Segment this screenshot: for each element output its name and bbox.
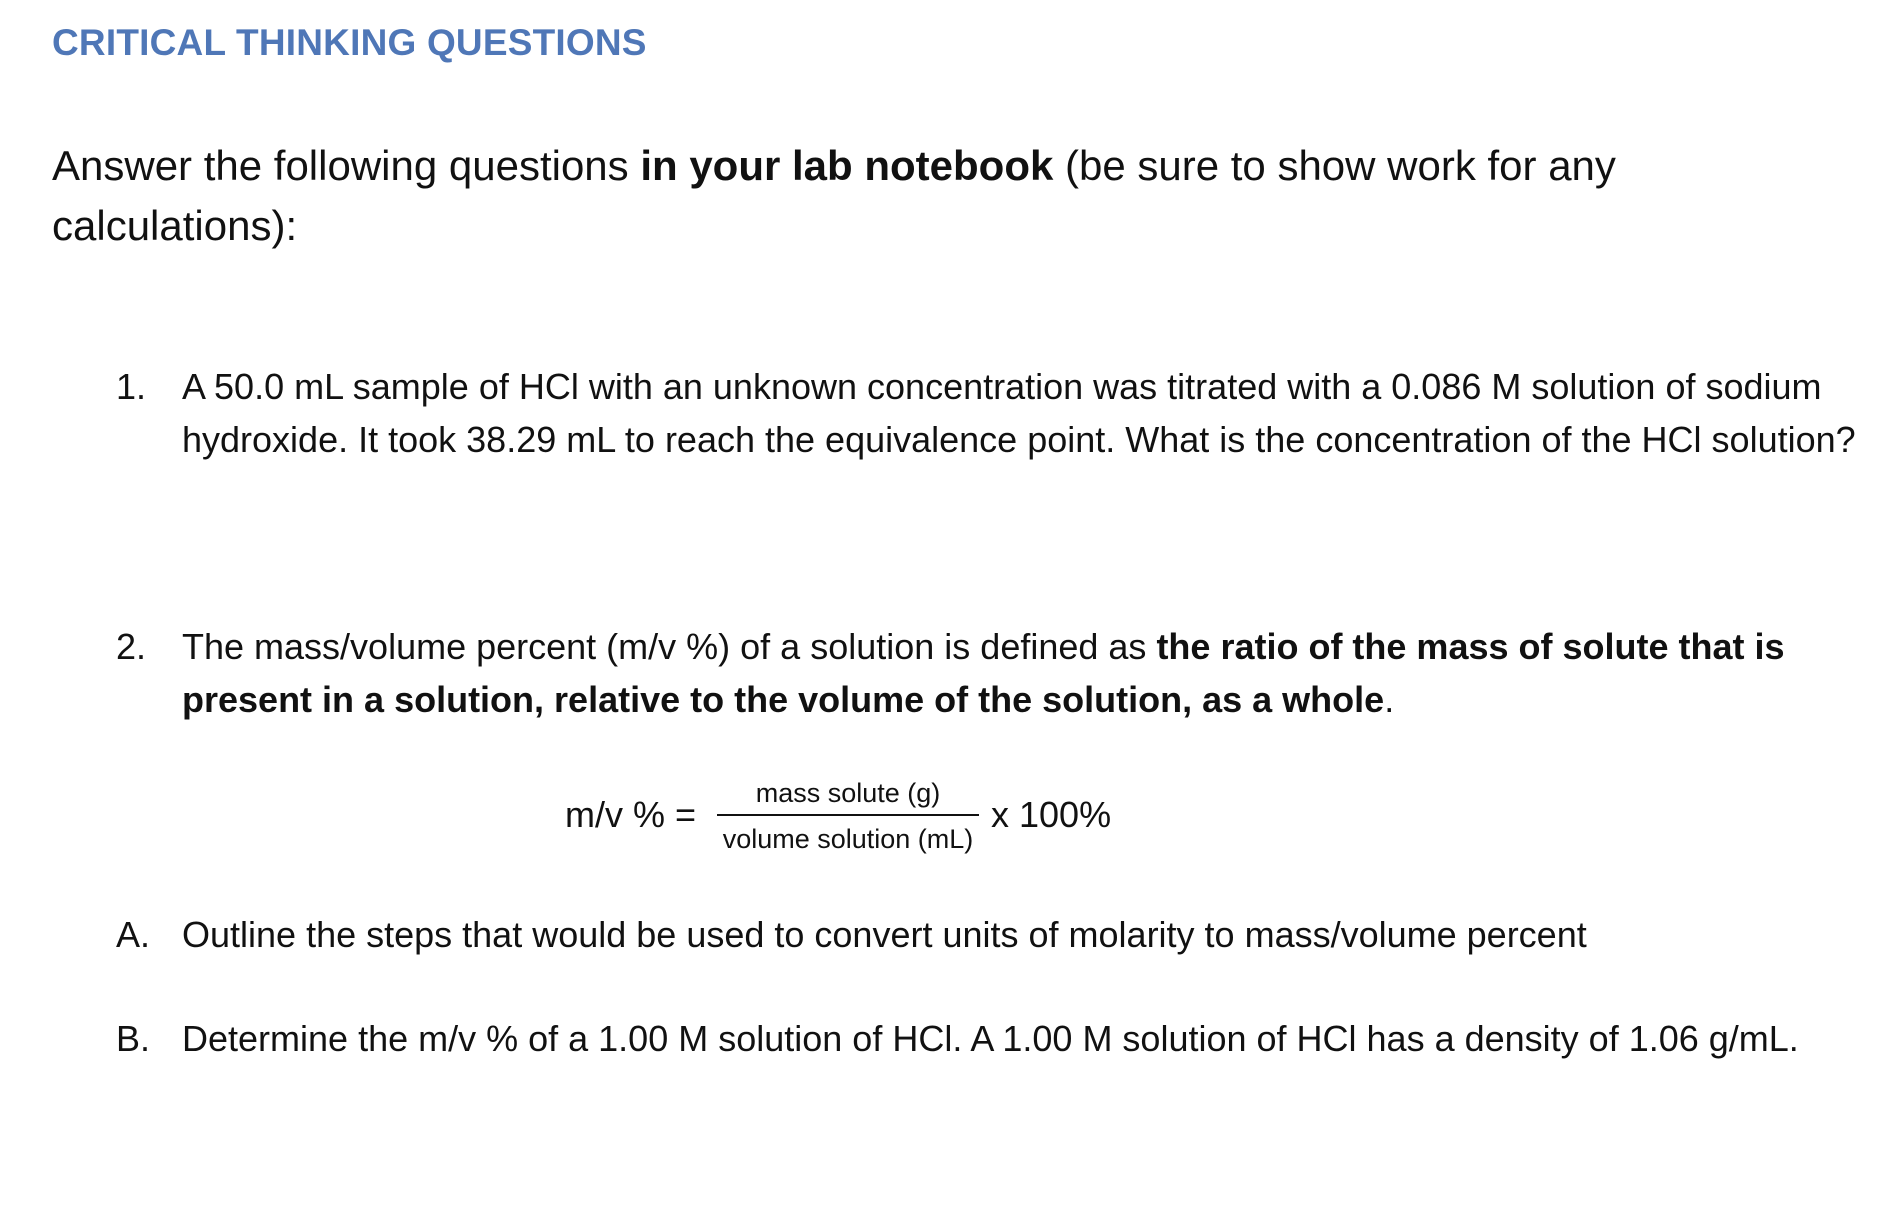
question-1-number: 1. [116, 366, 147, 407]
question-1-text: A 50.0 mL sample of HCl with an unknown concentration was titrated with a 0.086 M solution of sodium hydroxide. It took 38.29 mL to reach the equivalence point. What is the concentration of the HCl solution? [182, 366, 1856, 460]
subquestion-a-text: Outline the steps that would be used to convert units of molarity to mass/volume percent [182, 914, 1587, 955]
subquestion-a-letter: A. [116, 914, 151, 955]
question-2-text-start: The mass/volume percent (m/v %) of a solution is defined as [182, 626, 1157, 667]
instructions-text-start: Answer the following questions [52, 142, 641, 189]
mass-volume-percent-formula [565, 776, 1125, 876]
question-2-number: 2. [116, 626, 147, 667]
formula-left-side: m/v % = [565, 794, 697, 835]
formula-multiplier: x 100% [991, 794, 1112, 835]
section-heading: CRITICAL THINKING QUESTIONS [52, 22, 647, 63]
question-2-text [182, 620, 1884, 726]
instructions-text-end: (be sure to show work for any calculations): [52, 142, 1616, 249]
subquestion-b-text: Determine the m/v % of a 1.00 M solution of HCl. A 1.00 M solution of HCl has a density of 1.06 g/mL. [182, 1018, 1799, 1059]
question-2-definition-bold: the ratio of the mass of solute that is present in a solution, relative to the volume of the solution, as a whole [182, 626, 1785, 720]
instructions-text-bold: in your lab notebook [640, 142, 1054, 189]
instructions-paragraph [52, 136, 1832, 256]
formula-denominator: volume solution (mL) [722, 824, 974, 854]
fraction-bar [717, 814, 979, 816]
formula-numerator: mass solute (g) [755, 778, 941, 808]
question-2-text-end: . [1384, 679, 1395, 720]
subquestion-b-letter: B. [116, 1018, 151, 1059]
formula-fraction [717, 776, 979, 856]
